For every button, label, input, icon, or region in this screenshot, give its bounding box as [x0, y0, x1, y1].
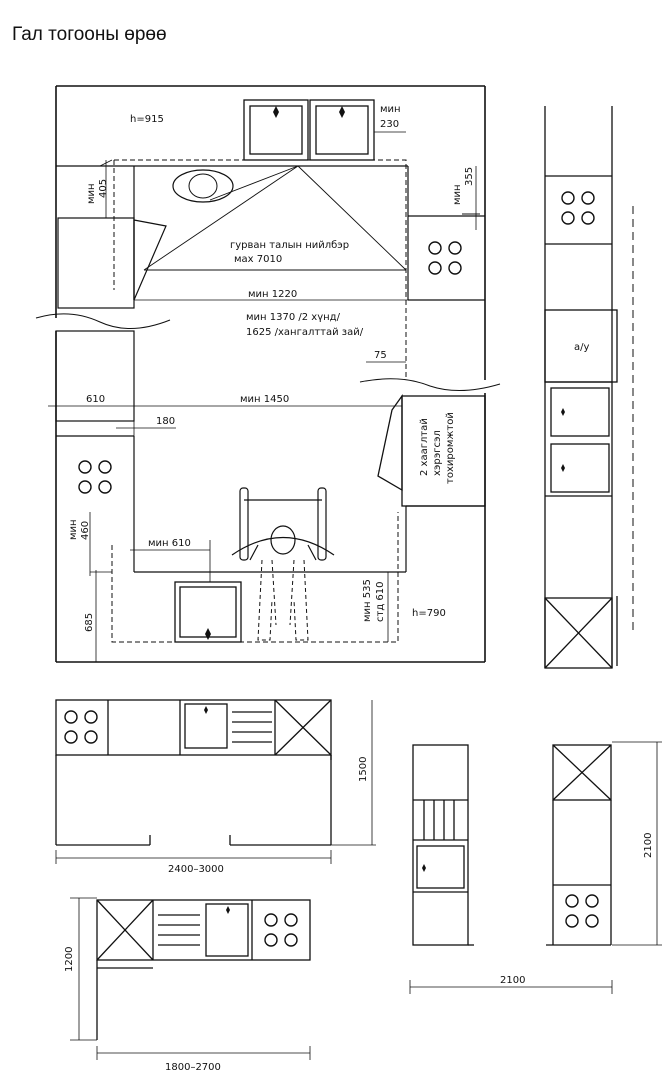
l-shaped-layout — [64, 898, 310, 1073]
dim-180: 180 — [156, 416, 176, 427]
sink-top — [173, 170, 233, 202]
wheelchair-user-icon — [232, 488, 334, 640]
shelf-label-2: хэрэгсэл — [432, 430, 443, 476]
shelf-label-1: 2 хааглтай — [419, 418, 430, 476]
dim-min-405-word: мин — [86, 183, 97, 204]
dim-75: 75 — [374, 350, 387, 361]
stove-left — [79, 461, 111, 493]
dim-610: 610 — [86, 394, 106, 405]
sink-handle-icon — [205, 628, 211, 640]
dim-min-535-1: мин 535 — [362, 579, 373, 622]
dim-2100-vertical: 2100 — [643, 832, 654, 858]
dim-min-1220: мин 1220 — [248, 289, 298, 300]
dim-min-535-2: стд 610 — [375, 581, 386, 622]
galley-layout — [56, 700, 376, 875]
right-elevation — [545, 106, 633, 668]
height-label-bottom: h=790 — [412, 608, 446, 619]
break-line-right — [360, 379, 500, 391]
dim-355: 355 — [464, 166, 475, 186]
shelf-label-3: тохиромжтой — [445, 412, 456, 484]
parallel-layout — [410, 742, 662, 994]
dim-min-1370-2: 1625 /хангалттай зай/ — [246, 327, 364, 338]
dim-1800: 1800–2700 — [165, 1062, 221, 1073]
height-label-top: h=915 — [130, 114, 164, 125]
dim-460: 460 — [80, 520, 91, 540]
triangle-label-2: мах 7010 — [234, 254, 283, 265]
upper-cabinets — [244, 100, 374, 160]
stove-right — [429, 242, 461, 274]
dim-405: 405 — [98, 178, 109, 198]
dim-1200: 1200 — [64, 946, 75, 972]
dim-2100-horizontal: 2100 — [500, 975, 526, 986]
page-title: Гал тогооны өрөө — [12, 24, 167, 45]
dim-min-460-word: мин — [68, 519, 79, 540]
dim-230: 230 — [380, 119, 400, 130]
top-counter — [56, 166, 485, 308]
dim-min-1450: мин 1450 — [240, 394, 290, 405]
dim-min-1370-1: мин 1370 /2 хүнд/ — [246, 312, 340, 323]
cabinet-handle-icon — [273, 106, 345, 118]
dim-min-label: мин — [380, 104, 401, 115]
main-plan — [36, 86, 500, 662]
dim-685: 685 — [84, 612, 95, 632]
dim-min-355-word: мин — [452, 184, 463, 205]
dim-min-610: мин 610 — [148, 538, 191, 549]
triangle-label-1: гурван талын нийлбэр — [230, 240, 350, 251]
dim-1500: 1500 — [358, 756, 369, 782]
dim-2400: 2400–3000 — [168, 864, 224, 875]
fridge-label: a/y — [574, 342, 590, 353]
room-walls — [56, 86, 485, 662]
